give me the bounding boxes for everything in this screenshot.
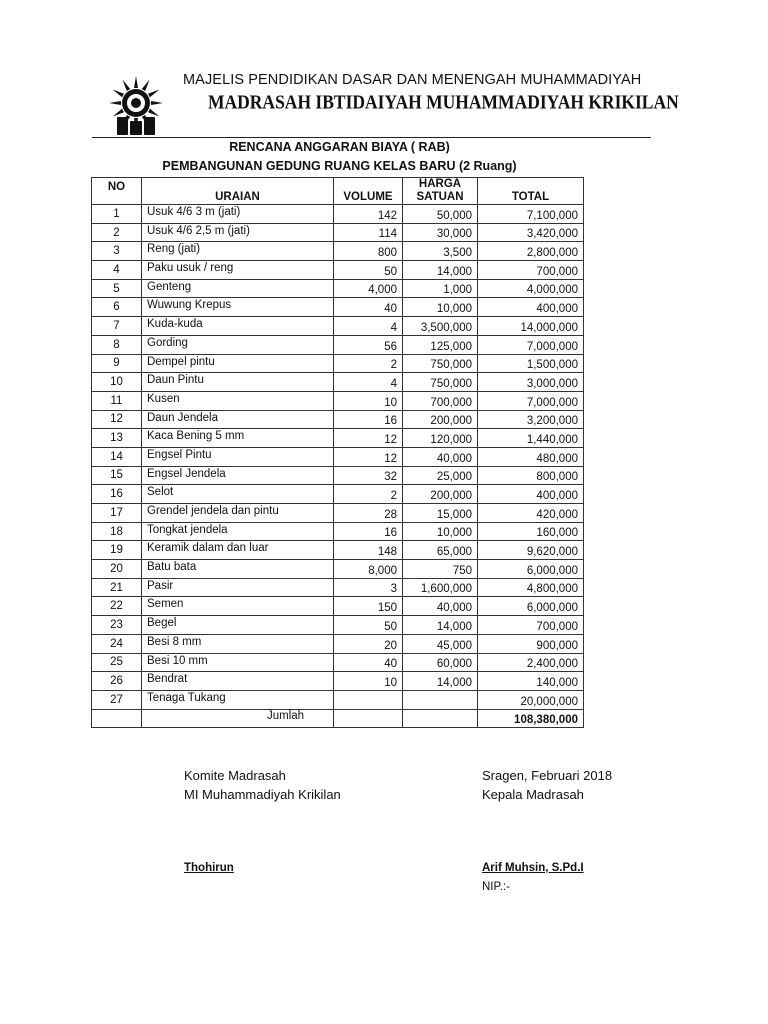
cell-volume: 50 [334, 261, 403, 280]
cell-uraian: Genteng [142, 279, 334, 298]
cell-total: 1,440,000 [478, 429, 584, 448]
cell-harga-satuan: 120,000 [403, 429, 478, 448]
table-row [92, 522, 584, 541]
cell-total: 7,000,000 [478, 391, 584, 410]
table-row [92, 373, 584, 392]
cell-volume: 4 [334, 317, 403, 336]
jumlah-empty-volume [334, 709, 403, 728]
cell-volume: 40 [334, 653, 403, 672]
cell-harga-satuan: 10,000 [403, 522, 478, 541]
cell-harga-satuan: 30,000 [403, 223, 478, 242]
cell-uraian: Usuk 4/6 3 m (jati) [142, 205, 334, 224]
cell-harga-satuan: 200,000 [403, 410, 478, 429]
cell-uraian: Begel [142, 616, 334, 635]
principal-nip: NIP.:- [482, 881, 510, 893]
cell-harga-satuan: 750,000 [403, 354, 478, 373]
cell-volume: 56 [334, 335, 403, 354]
cell-no: 9 [92, 354, 142, 373]
cell-harga-satuan: 700,000 [403, 391, 478, 410]
cell-total: 3,420,000 [478, 223, 584, 242]
cell-uraian: Daun Pintu [142, 373, 334, 392]
column-header-harga-satuan [403, 178, 478, 205]
table-row [92, 485, 584, 504]
cell-total: 400,000 [478, 485, 584, 504]
cell-volume: 16 [334, 522, 403, 541]
committee-title: Komite Madrasah [184, 768, 286, 783]
cell-total: 160,000 [478, 522, 584, 541]
cell-volume: 3 [334, 578, 403, 597]
jumlah-empty-no [92, 709, 142, 728]
cell-no: 12 [92, 410, 142, 429]
cell-no: 17 [92, 504, 142, 523]
cell-no: 27 [92, 690, 142, 709]
cell-total: 9,620,000 [478, 541, 584, 560]
header-divider [92, 137, 651, 138]
cell-total: 7,000,000 [478, 335, 584, 354]
cell-no: 8 [92, 335, 142, 354]
cell-volume: 32 [334, 466, 403, 485]
cell-uraian: Kusen [142, 391, 334, 410]
cell-harga-satuan: 750,000 [403, 373, 478, 392]
table-row [92, 279, 584, 298]
cell-uraian: Selot [142, 485, 334, 504]
table-row [92, 429, 584, 448]
table-row [92, 317, 584, 336]
cell-harga-satuan: 25,000 [403, 466, 478, 485]
cell-volume: 12 [334, 429, 403, 448]
cell-total: 700,000 [478, 261, 584, 280]
cell-no: 7 [92, 317, 142, 336]
committee-school: MI Muhammadiyah Krikilan [184, 787, 341, 802]
cell-total: 700,000 [478, 616, 584, 635]
cell-volume: 2 [334, 485, 403, 504]
cell-uraian: Pasir [142, 578, 334, 597]
column-header-total: TOTAL [478, 178, 584, 205]
cell-uraian: Tongkat jendela [142, 522, 334, 541]
cell-total: 3,000,000 [478, 373, 584, 392]
cell-volume: 12 [334, 447, 403, 466]
cell-total: 480,000 [478, 447, 584, 466]
organization-name: MAJELIS PENDIDIKAN DASAR DAN MENENGAH MUHAMMADIYAH [183, 72, 642, 88]
cell-no: 18 [92, 522, 142, 541]
cell-no: 22 [92, 597, 142, 616]
jumlah-empty-harga [403, 709, 478, 728]
table-row [92, 205, 584, 224]
cell-harga-satuan: 14,000 [403, 616, 478, 635]
cell-uraian: Engsel Pintu [142, 447, 334, 466]
cell-total: 420,000 [478, 504, 584, 523]
cell-no: 23 [92, 616, 142, 635]
table-row [92, 672, 584, 691]
table-row [92, 690, 584, 709]
cell-total: 20,000,000 [478, 690, 584, 709]
school-name: MADRASAH IBTIDAIYAH MUHAMMADIYAH KRIKILAN [208, 90, 679, 113]
cell-uraian: Besi 8 mm [142, 634, 334, 653]
table-row [92, 223, 584, 242]
document-subtitle: PEMBANGUNAN GEDUNG RUANG KELAS BARU (2 Ruang) [162, 159, 517, 173]
column-header-uraian: URAIAN [142, 178, 334, 205]
cell-volume: 16 [334, 410, 403, 429]
cell-harga-satuan [403, 690, 478, 709]
cell-uraian: Reng (jati) [142, 242, 334, 261]
table-row [92, 653, 584, 672]
cell-uraian: Wuwung Krepus [142, 298, 334, 317]
table-row [92, 261, 584, 280]
cell-volume: 8,000 [334, 560, 403, 579]
table-row [92, 597, 584, 616]
cell-uraian: Engsel Jendela [142, 466, 334, 485]
cell-no: 24 [92, 634, 142, 653]
cell-total: 6,000,000 [478, 560, 584, 579]
table-row [92, 541, 584, 560]
cell-uraian: Kuda-kuda [142, 317, 334, 336]
cell-uraian: Grendel jendela dan pintu [142, 504, 334, 523]
cell-total: 800,000 [478, 466, 584, 485]
cell-harga-satuan: 40,000 [403, 447, 478, 466]
cell-volume: 2 [334, 354, 403, 373]
cell-uraian: Gording [142, 335, 334, 354]
cell-volume: 10 [334, 672, 403, 691]
table-header-row [92, 178, 584, 205]
table-row [92, 242, 584, 261]
cell-no: 14 [92, 447, 142, 466]
cell-uraian: Batu bata [142, 560, 334, 579]
cell-harga-satuan: 10,000 [403, 298, 478, 317]
cell-no: 13 [92, 429, 142, 448]
cell-no: 26 [92, 672, 142, 691]
cell-total: 140,000 [478, 672, 584, 691]
cell-total: 7,100,000 [478, 205, 584, 224]
table-row [92, 466, 584, 485]
harga-header-line2: SATUAN [416, 191, 464, 203]
cell-harga-satuan: 1,000 [403, 279, 478, 298]
cell-uraian: Semen [142, 597, 334, 616]
cell-uraian: Paku usuk / reng [142, 261, 334, 280]
cell-volume: 40 [334, 298, 403, 317]
cell-harga-satuan: 60,000 [403, 653, 478, 672]
cell-no: 6 [92, 298, 142, 317]
table-row [92, 391, 584, 410]
harga-header-line1: HARGA [418, 178, 462, 190]
table-row [92, 298, 584, 317]
place-date: Sragen, Februari 2018 [482, 768, 613, 783]
table-row [92, 560, 584, 579]
cell-harga-satuan: 750 [403, 560, 478, 579]
cell-volume: 20 [334, 634, 403, 653]
cell-harga-satuan: 50,000 [403, 205, 478, 224]
table-row [92, 447, 584, 466]
cell-total: 14,000,000 [478, 317, 584, 336]
table-row [92, 616, 584, 635]
table-row [92, 410, 584, 429]
cell-total: 6,000,000 [478, 597, 584, 616]
cell-no: 16 [92, 485, 142, 504]
cell-total: 2,800,000 [478, 242, 584, 261]
cell-no: 11 [92, 391, 142, 410]
cell-uraian: Keramik dalam dan luar [142, 541, 334, 560]
cell-volume: 50 [334, 616, 403, 635]
cell-no: 15 [92, 466, 142, 485]
cell-harga-satuan: 200,000 [403, 485, 478, 504]
cell-harga-satuan: 40,000 [403, 597, 478, 616]
cell-harga-satuan: 1,600,000 [403, 578, 478, 597]
table-row [92, 578, 584, 597]
cell-no: 21 [92, 578, 142, 597]
principal-signatory-name: Arif Muhsin, S.Pd.I [482, 862, 584, 874]
cell-uraian: Tenaga Tukang [142, 690, 334, 709]
table-row [92, 335, 584, 354]
cell-no: 1 [92, 205, 142, 224]
table-row [92, 354, 584, 373]
cell-no: 10 [92, 373, 142, 392]
cell-total: 2,400,000 [478, 653, 584, 672]
cell-uraian: Dempel pintu [142, 354, 334, 373]
cell-no: 5 [92, 279, 142, 298]
cell-volume: 148 [334, 541, 403, 560]
cell-harga-satuan: 65,000 [403, 541, 478, 560]
document-title: RENCANA ANGGARAN BIAYA ( RAB) [229, 140, 450, 154]
cell-volume: 142 [334, 205, 403, 224]
cell-total: 400,000 [478, 298, 584, 317]
cell-uraian: Usuk 4/6 2,5 m (jati) [142, 223, 334, 242]
cell-volume: 800 [334, 242, 403, 261]
jumlah-label: Jumlah [142, 709, 334, 728]
column-header-no: NO [92, 178, 142, 205]
cell-volume: 4 [334, 373, 403, 392]
cell-no: 25 [92, 653, 142, 672]
cell-total: 900,000 [478, 634, 584, 653]
cell-uraian: Bendrat [142, 672, 334, 691]
table-row [92, 504, 584, 523]
cell-harga-satuan: 125,000 [403, 335, 478, 354]
cell-no: 4 [92, 261, 142, 280]
committee-signatory-name: Thohirun [184, 862, 234, 874]
cell-no: 3 [92, 242, 142, 261]
cell-volume: 28 [334, 504, 403, 523]
jumlah-row [92, 709, 584, 728]
cell-harga-satuan: 3,500 [403, 242, 478, 261]
table-row [92, 634, 584, 653]
cell-uraian: Daun Jendela [142, 410, 334, 429]
cell-harga-satuan: 14,000 [403, 672, 478, 691]
cell-uraian: Besi 10 mm [142, 653, 334, 672]
cell-harga-satuan: 14,000 [403, 261, 478, 280]
cell-volume: 114 [334, 223, 403, 242]
cell-volume: 4,000 [334, 279, 403, 298]
cell-harga-satuan: 45,000 [403, 634, 478, 653]
cell-volume [334, 690, 403, 709]
cell-total: 3,200,000 [478, 410, 584, 429]
cell-no: 20 [92, 560, 142, 579]
cell-total: 4,000,000 [478, 279, 584, 298]
principal-title: Kepala Madrasah [482, 787, 584, 802]
cell-harga-satuan: 15,000 [403, 504, 478, 523]
jumlah-total: 108,380,000 [478, 709, 584, 728]
cell-volume: 150 [334, 597, 403, 616]
cell-no: 2 [92, 223, 142, 242]
cell-total: 4,800,000 [478, 578, 584, 597]
cell-harga-satuan: 3,500,000 [403, 317, 478, 336]
muhammadiyah-logo-icon [104, 75, 168, 137]
cell-uraian: Kaca Bening 5 mm [142, 429, 334, 448]
budget-table [91, 177, 584, 728]
cell-total: 1,500,000 [478, 354, 584, 373]
cell-no: 19 [92, 541, 142, 560]
cell-volume: 10 [334, 391, 403, 410]
column-header-volume: VOLUME [334, 178, 403, 205]
